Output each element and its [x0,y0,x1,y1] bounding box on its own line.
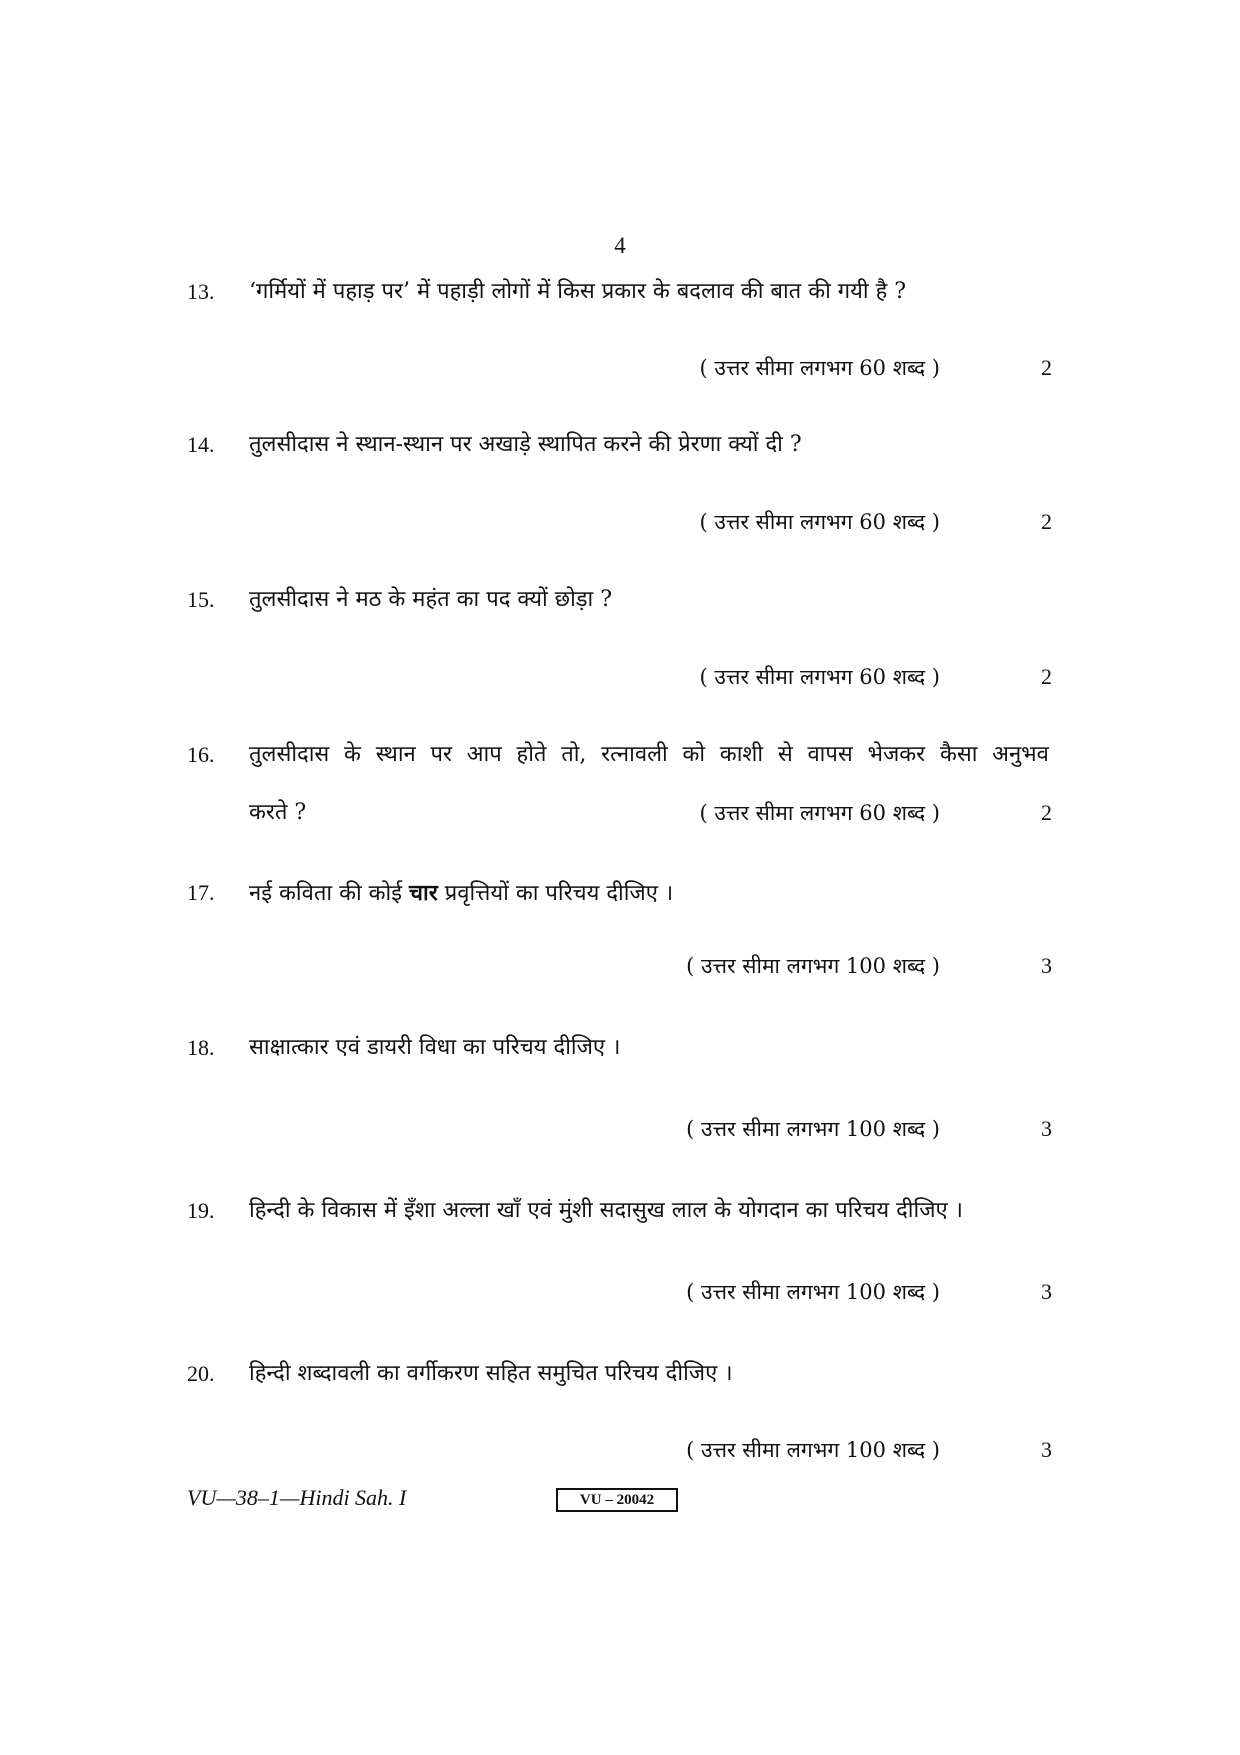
answer-word-limit: ( उत्तर सीमा लगभग 60 शब्द ) [699,665,940,689]
question-text: ‘गर्मियों में पहाड़ पर’ में पहाड़ी लोगों में किस प्रकार के बदलाव की बात की गयी है ? [249,279,907,304]
answer-limit-row-20 [560,1433,1060,1467]
marks: 3 [1041,1279,1052,1304]
question-text-before: नई कविता की कोई [249,881,403,906]
answer-limit-row-14 [560,505,1060,539]
question-number: 18. [187,1035,215,1060]
question-word: कैसा [939,742,978,767]
question-text [249,876,673,911]
answer-limit-row-17 [560,949,1060,983]
answer-word-limit: ( उत्तर सीमा लगभग 100 शब्द ) [686,1117,940,1141]
marks: 2 [1041,664,1052,689]
question-word: होते [516,742,547,767]
answer-word-limit: ( उत्तर सीमा लगभग 60 शब्द ) [699,356,940,380]
question-word: काशी [719,742,764,767]
question-word: वापस [807,742,853,767]
question-word: के [344,742,361,767]
answer-limit-row-18 [560,1112,1060,1146]
question-text: हिन्दी शब्दावली का वर्गीकरण सहित समुचित परिचय दीजिए । [249,1361,733,1386]
question-number: 14. [187,432,215,457]
answer-limit-row-13 [560,351,1060,385]
answer-limit-row-16 [560,796,1060,830]
question-text: तुलसीदास ने स्थान-स्थान पर अखाड़े स्थापित करने की प्रेरणा क्यों दी ? [249,432,802,457]
question-number: 19. [187,1198,215,1223]
marks: 2 [1041,800,1052,825]
question-word: भेजकर [867,742,926,767]
question-word: स्थान [375,742,416,767]
question-text: साक्षात्कार एवं डायरी विधा का परिचय दीजिए । [249,1035,621,1060]
question-number: 20. [187,1361,215,1386]
answer-limit-row-15 [560,660,1060,694]
paper-code: VU—38–1—Hindi Sah. I [187,1485,407,1510]
paper-code-box: VU – 20042 [556,1488,678,1512]
marks: 3 [1041,1437,1052,1462]
marks: 2 [1041,355,1052,380]
answer-word-limit: ( उत्तर सीमा लगभग 100 शब्द ) [686,1438,940,1462]
question-text: हिन्दी के विकास में इँशा अल्ला खाँ एवं मुंशी सदासुख लाल के योगदान का परिचय दीजिए । [249,1198,964,1223]
question-number: 13. [187,279,215,304]
answer-limit-row-19 [560,1275,1060,1309]
question-number: 17. [187,880,215,905]
question-text-emphasis: चार [409,880,438,906]
question-word: रत्नावली [601,742,668,767]
marks: 3 [1041,1116,1052,1141]
question-word: तुलसीदास [249,742,330,767]
answer-word-limit: ( उत्तर सीमा लगभग 60 शब्द ) [699,801,940,825]
question-text-after: प्रवृत्तियों का परिचय दीजिए । [444,881,674,906]
question-number: 15. [187,587,215,612]
question-word: तो, [561,742,587,767]
question-word: अनुभव [992,742,1049,767]
answer-word-limit: ( उत्तर सीमा लगभग 100 शब्द ) [686,1280,940,1304]
answer-word-limit: ( उत्तर सीमा लगभग 60 शब्द ) [699,510,940,534]
question-text: तुलसीदास ने मठ के महंत का पद क्यों छोड़ा ? [249,587,613,612]
question-word: को [682,742,706,767]
question-text [249,738,1049,772]
answer-word-limit: ( उत्तर सीमा लगभग 100 शब्द ) [686,954,940,978]
question-word: आप [466,742,502,767]
question-text-continuation: करते ? [249,800,307,825]
question-word: पर [430,742,453,767]
question-number: 16. [187,742,215,767]
question-word: से [777,742,793,767]
marks: 2 [1041,509,1052,534]
marks: 3 [1041,953,1052,978]
page-number: 4 [614,233,626,258]
